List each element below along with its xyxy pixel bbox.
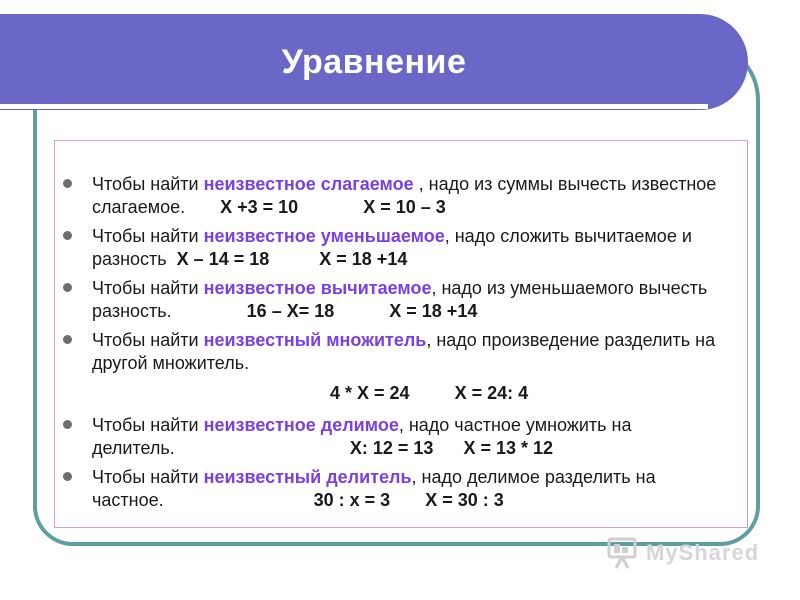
rule-text: [92, 277, 740, 323]
rule-after: , надо частное умножить на делитель.: [92, 415, 632, 458]
rule-before: Чтобы найти: [92, 415, 204, 435]
rule-after: , надо сложить вычитаемое и разность: [92, 226, 692, 269]
rule-unknown-divisor: [60, 466, 740, 512]
bullet-icon: [63, 472, 72, 481]
rule-solution: Х = 18 +14: [319, 249, 408, 269]
rule-after: , надо из суммы вычесть известное слагаемое.: [92, 174, 717, 217]
slide-title: Уравнение: [281, 43, 467, 81]
multiplier-solution: Х = 24: 4: [454, 383, 529, 403]
presentation-icon: [606, 536, 640, 570]
rule-example: 16 – Х= 18: [246, 301, 335, 321]
rule-after: , надо произведение разделить на другой множитель.: [92, 330, 716, 373]
rule-unknown-multiplier: [60, 329, 740, 375]
rule-text: [92, 173, 740, 219]
rule-term: неизвестное уменьшаемое: [203, 226, 445, 246]
rule-term: неизвестное делимое: [203, 415, 399, 435]
rule-solution: Х = 18 +14: [389, 301, 478, 321]
rule-before: Чтобы найти: [92, 278, 204, 298]
bullet-icon: [63, 283, 72, 292]
watermark-logo: [606, 534, 766, 574]
rule-unknown-minuend: [60, 225, 740, 271]
logo-text: MyShared: [646, 540, 760, 565]
multiplier-example-block: [60, 382, 740, 405]
rule-term: неизвестное слагаемое: [203, 174, 414, 194]
rule-after: , надо из уменьшаемого вычесть разность.: [92, 278, 708, 321]
rule-example: 30 : х = 3: [313, 490, 391, 510]
rule-unknown-dividend: [60, 414, 740, 460]
rule-before: Чтобы найти: [92, 330, 204, 350]
rules-list-continued: [60, 414, 740, 518]
rule-solution: Х = 13 * 12: [463, 438, 554, 458]
rules-list: [60, 173, 740, 381]
rule-text: [92, 414, 740, 460]
rule-unknown-subtrahend: [60, 277, 740, 323]
rule-after: , надо делимое разделить на частное.: [92, 467, 656, 510]
multiplier-example: 4 * Х = 24: [330, 383, 410, 403]
rule-text: [92, 225, 740, 271]
bullet-icon: [63, 335, 72, 344]
rule-solution: Х = 30 : 3: [425, 490, 504, 510]
bullet-icon: [63, 231, 72, 240]
rule-before: Чтобы найти: [92, 467, 204, 487]
rule-before: Чтобы найти: [92, 226, 204, 246]
rule-example: Х +3 = 10: [220, 197, 299, 217]
rule-example: Х – 14 = 18: [176, 249, 270, 269]
rule-solution: Х = 10 – 3: [363, 197, 446, 217]
rule-example: Х: 12 = 13: [349, 438, 434, 458]
rule-text: [92, 329, 740, 375]
title-underline: [0, 104, 708, 109]
rule-term: неизвестный делитель: [203, 467, 412, 487]
bullet-icon: [63, 179, 72, 188]
rule-term: неизвестное вычитаемое: [203, 278, 432, 298]
bullet-icon: [63, 420, 72, 429]
rule-text: [92, 466, 740, 512]
rule-term: неизвестный множитель: [203, 330, 427, 350]
rule-unknown-addend: [60, 173, 740, 219]
rule-before: Чтобы найти: [92, 174, 204, 194]
multiplier-equation: [60, 382, 740, 405]
